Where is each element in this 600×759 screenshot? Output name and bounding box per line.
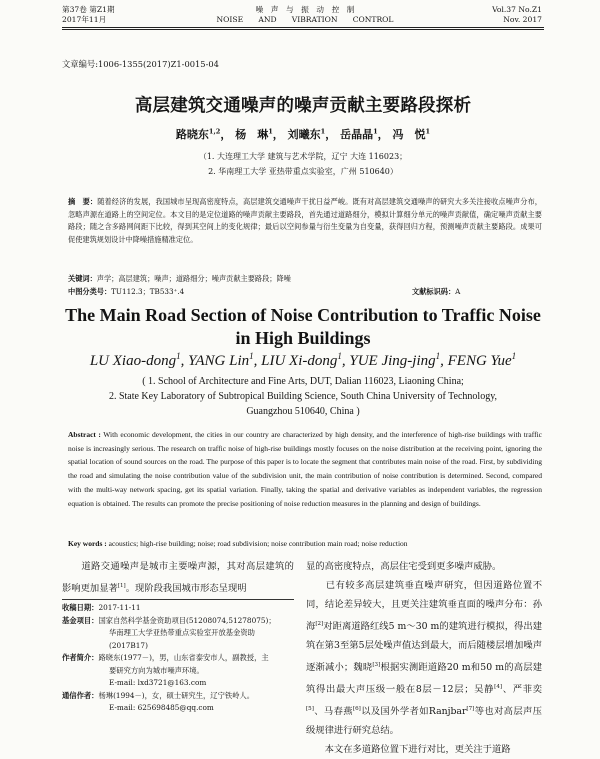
journal-name-cn: 噪 声 与 振 动 控 制 (255, 5, 355, 14)
header-rule-thin (62, 29, 544, 30)
footnote-author-bio: 作者简介： 路晓东(1977－)，男，山东省泰安市人，副教授，主 要研究方向为城市噪声环境。 E-mail: lxd3721@163.com (62, 652, 296, 690)
footnotes (62, 602, 296, 715)
footnote-correspondence: 通信作者： 杨琳(1994－)，女，硕士研究生，辽宁铁岭人。 E-mail: 625698485@qq.com (62, 690, 296, 715)
citation: [5] (306, 705, 314, 712)
chinese-abstract-text: 随着经济的发展，我国城市呈现高密度特点，高层建筑交通噪声干扰日益严峻。既有对高层建筑交通噪声的研究大多关注接收点噪声分布，忽略声源在道路上的空间定位。本文目的是定位道路的噪声贡献主要路段，首先通过道路细分，模拟计算细分单元的噪声贡献值，确定噪声贡献主要路段；随之含多路网间距下比较，得到其空间上的变化规律；最后以空间参量与衍生变量为自变量，获得回归方程，预测噪声贡献主要路段。成果可促使建筑规划设计中降噪措施精准定位。 (68, 197, 542, 244)
english-authors: LU Xiao-dong$^1$, YANG Lin$^1$, LIU Xi-dong$^1$, YUE Jing-jing$^1$, FENG Yue$^1$ (89, 351, 517, 369)
correspondent-email: E-mail: 625698485@qq.com (109, 703, 214, 712)
author-cn: 杨 琳 (235, 128, 269, 141)
article-number: 文章编号:1006-1355(2017)Z1-0015-04 (62, 59, 219, 69)
body-left-column: 道路交通噪声是城市主要噪声源，其对高层建筑的影响更加显著[1]。现阶段我国城市形态呈现明 (62, 561, 294, 594)
chinese-abstract (68, 196, 542, 246)
chinese-abstract-label: 摘 要： (68, 197, 98, 206)
volume-en: Vol.37 No.Z1 (492, 5, 542, 14)
footnote-funding: 基金项目： 国家自然科学基金资助项目(51208074,51278075)； 华南理工大学亚热带重点实验室开放基金资助 (2017B17) (62, 615, 276, 650)
citation: [6] (352, 705, 361, 712)
chinese-affiliation-1: （1. 大连理工大学 建筑与艺术学院，辽宁 大连 116023； (198, 152, 408, 161)
chinese-keywords-label: 关键词： (68, 274, 97, 283)
date-en: Nov. 2017 (503, 15, 542, 24)
document-code: 文献标识码：A (412, 287, 461, 296)
english-abstract-text: With economic development, the cities in our country are characterized by high density, and the interference of high-rise buildings with traffic noise is increasingly serious. The research on traffic noise of high-rise buildings mostly focuses on the noise distribution at the receiving point, ignoring the spatial location of sound sources on the road. The purpose of this paper is to locate the segment that contributes main noise of the road. First, by subdividing the road and simulating the noise contribution value of the subdivision unit, the main contribution of noise contribution is determined. Second, compared with the multi-way network spacing, get its spatial variation. Finally, taking the spatial and derivative variables as independent variables, the regression equation is obtained. The results can promote the precise positioning of noise reduction measures in the planning and design of buildings. (68, 430, 542, 508)
english-abstract (68, 428, 542, 510)
english-keywords-label: Key words : (68, 539, 107, 548)
citation: [4] (494, 683, 503, 690)
classification-number: 中图分类号：TU112.3；TB533⁺.4 (68, 287, 185, 296)
chinese-authors: 路晓东$^{1,2}$， 杨 琳$^1$， 刘曦东$^1$， 岳晶晶$^1$， 冯 悦$^1$ (175, 127, 431, 141)
english-affiliation-2: 2. State Key Laboratory of Subtropical Building Science, South China University of Technology, (108, 390, 498, 402)
author-cn: 路晓东 (175, 128, 209, 141)
paragraph: 显的高密度特点，高层住宅受到更多噪声威胁。 (306, 561, 502, 572)
paragraph: 已有较多高层建筑垂直噪声研究，但因道路位置不同，结论差异较大，且更关注建筑垂直面的噪声分布：孙海[2]对距离道路红线5 m～30 m的建筑进行模拟，得出建筑在第3至第5层处噪声值达到最大，而后随楼层增加噪声逐渐减小；魏晓[3]根据实测距道路20 m和50 m的高层建筑得出最大声压级一般在8层－12层；吴静[4]、严菲奕[5]、马春燕[6]以及国外学者如Ranjbar[7]等也对高层声压级规律进行研究总结。 (306, 579, 542, 736)
author-en: YANG Lin (188, 353, 250, 369)
chinese-affiliation-2: 2. 华南理工大学 亚热带重点实验室，广州 510640） (208, 167, 398, 176)
footnote-received: 收稿日期： 2017-11-11 (62, 603, 141, 612)
english-affiliation-1: ( 1. School of Architecture and Fine Arts, DUT, Dalian 116023, Liaoning China; (142, 376, 464, 387)
english-keywords (68, 538, 542, 550)
citation: [3] (372, 661, 381, 668)
journal-name-en: NOISE AND VIBRATION CONTROL (216, 15, 394, 24)
body-right-column (306, 558, 542, 759)
header-rule (62, 27, 544, 28)
english-keywords-text: acoustics; high-rise building; noise; road subdivision; noise contribution main road; noise reduction (108, 539, 408, 548)
author-en: YUE Jing-jing (349, 353, 436, 369)
footnote-rule (62, 599, 294, 600)
author-cn: 岳晶晶 (340, 128, 374, 141)
author-en: LU Xiao-dong (89, 353, 177, 369)
author-en: LIU Xi-dong (261, 353, 338, 369)
chinese-keywords (68, 273, 542, 285)
issue-volume: 第37卷 第Z1期 (62, 5, 115, 14)
author-email: E-mail: lxd3721@163.com (109, 678, 207, 687)
issue-date: 2017年11月 (62, 15, 107, 24)
chinese-keywords-text: 声学；高层建筑；噪声；道路细分；噪声贡献主要路段；降噪 (96, 274, 291, 283)
author-cn: 刘曦东 (287, 128, 321, 141)
english-abstract-label: Abstract : (68, 430, 101, 439)
english-title: The Main Road Section of Noise Contribution to Traffic Noise in High Buildings (65, 305, 541, 348)
paragraph: 本文在多道路位置下进行对比，更关注于道路 (306, 743, 511, 755)
citation: [1] (117, 582, 126, 589)
chinese-title: 高层建筑交通噪声的噪声贡献主要路段探析 (134, 96, 472, 116)
author-en: FENG Yue (447, 353, 512, 369)
citation: [2] (315, 620, 324, 627)
citation: [7] (466, 705, 475, 712)
english-affiliations (62, 375, 544, 419)
author-cn: 冯 悦 (392, 128, 426, 141)
english-affiliation-3: Guangzhou 510640, China ) (246, 405, 360, 417)
